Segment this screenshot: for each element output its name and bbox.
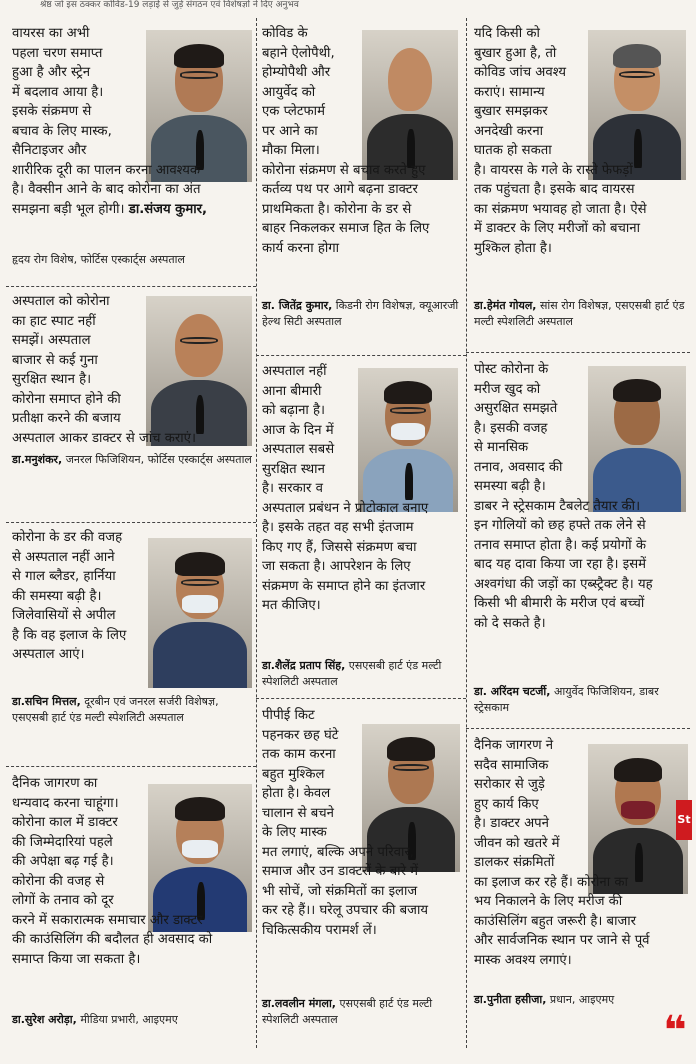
card-text: अस्पताल नहीं आना बीमारी को बढ़ाना है। आज के दिन में अस्पताल सबसे सुरक्षित स्थान है। सरकार व अस्पताल प्रबंधन ने प्रोटोकाल बनाए है। इसके तहत वह सभी इंतजाम किए गए हैं, जिससे संक्रमण बचा जा सकता है। आपरेशन के लिए संक्रमण के समाप्त होने का इंतजार मत कीजिए। — [262, 364, 429, 613]
card-arindam — [470, 358, 690, 726]
doctor-name: डा.पुनीता हसीजा, — [474, 993, 547, 1006]
doctor-role: एसएसबी हार्ट एंड मल्टी स्पेशलिटी अस्पताल — [262, 659, 442, 688]
card-sanjay — [8, 22, 254, 284]
sponsor-logo: St — [676, 800, 692, 840]
column-divider — [466, 18, 467, 1048]
doctor-name: डा.मनुशंकर, — [12, 453, 63, 466]
card-jitendra — [258, 22, 464, 352]
card-text: दैनिक जागरण ने सदैव सामाजिक सरोकार से जुड़े हुए कार्य किए है। डाक्टर अपने जीवन को खतरे में डालकर संक्रमितों का इलाज कर रहे हैं। कोरोना का भय निकालने के लिए मरीज की काउंसिलिंग बहुत जरूरी है। बाजार और सार्वजनिक स्थान पर जाने से पूर्व मास्क अवश्य लगाएं। — [474, 738, 650, 968]
quote-mark-icon: ❝ — [663, 1008, 687, 1054]
card-lovleen — [258, 704, 464, 1044]
row-divider — [6, 766, 256, 767]
card-text: कोरोना के डर की वजह से अस्पताल नहीं आने से गाल ब्लैडर, हार्निया की समस्या बढ़ी है। जिलेवासियों से अपील है कि वह इलाज के लिए अस्पताल आएं। — [12, 530, 127, 662]
doctor-name: डा.संजय कुमार, — [128, 201, 208, 217]
card-text: पीपीई किट पहनकर छह घंटे तक काम करना बहुत मुश्किल होता है। केवल चालान से बचने के लिए मास्क मत लगाएं, बल्कि अपने परिवार, समाज और उन डाक्टरों के बारे में भी सोचें, जो संक्रमितों का इलाज कर रहे हैं।। घरेलू उपचार की बजाय चिकित्सकीय परामर्श लें। — [262, 708, 429, 938]
doctor-byline — [12, 694, 252, 726]
doctor-name: डा.सचिन मित्तल, — [12, 695, 81, 708]
card-text: दैनिक जागरण का धन्यवाद करना चाहूंगा। कोरोना काल में डाक्टर की जिम्मेदारियां पहले की अपेक्षा बढ़ गई है। कोरोना की वजह से लोगों के तनाव को दूर करने में सकारात्मक समाचार और डाक्टर की काउंसिलिंग की बदौलत ही अवसाद को समाप्त किया जा सकता है। — [12, 776, 213, 967]
doctor-name: डा. जितेंद्र कुमार, — [262, 299, 333, 312]
doctor-byline — [474, 298, 688, 330]
row-divider — [466, 352, 690, 353]
card-text: यदि किसी को बुखार हुआ है, तो कोविड जांच अवश्य कराएं। सामान्य बुखार समझकर अनदेखी करना घातक हो सकता है। वायरस के गले के रास्ते फेफड़ों तक पहुंचता है। इसके बाद वायरस का संक्रमण भयावह हो जाता है। ऐसे में डाक्टर के लिए मरीजों को बचाना मुश्किल होता है। — [474, 26, 647, 256]
card-manushankar — [8, 290, 254, 520]
row-divider — [6, 286, 256, 287]
doctor-role: जनरल फिजिशियन, फोर्टिस एस्कार्ट्स अस्पताल — [65, 453, 252, 466]
card-text: कोविड के बहाने ऐलोपैथी, होम्योपैथी और आयुर्वेद को एक प्लेटफार्म पर आने का मौका मिला। कोरोना संक्रमण से बचाव करते हुए कर्तव्य पथ पर आगे बढ़ना डाक्टर प्राथमिकता है। कोरोना के डर से बाहर निकलकर समाज हित के लिए कार्य करना होगा — [262, 26, 430, 256]
card-hemant — [470, 22, 690, 350]
doctor-name: डा.हेमंत गोयल, — [474, 299, 537, 312]
card-text: वायरस का अभी पहला चरण समाप्त हुआ है और स्ट्रेन में बदलाव आया है। इसके संक्रमण से बचाव के लिए मास्क, सैनिटाइजर और शारीरिक दूरी का पालन करना आवश्यक है। वैक्सीन आने के बाद कोरोना का अंत समझना बड़ी भूल होगी। डा.संजय कुमार, — [12, 26, 208, 217]
card-suresh — [8, 772, 254, 1044]
doctor-byline — [262, 298, 462, 330]
doctor-byline — [474, 992, 654, 1008]
doctor-role: किडनी रोग विशेषज्ञ, क्यूआरजी हेल्थ सिटी अस्पताल — [262, 299, 459, 328]
doctor-name: डा. अरिंदम चटर्जी, — [474, 685, 551, 698]
doctor-role: हृदय रोग विशेष, फोर्टिस एस्कार्ट्स अस्पताल — [12, 253, 185, 266]
doctor-role: दूरबीन एवं जनरल सर्जरी विशेषज्ञ, एसएसबी हार्ट एंड मल्टी स्पेशलिटी अस्पताल — [12, 695, 219, 724]
card-text: अस्पताल को कोरोना का हाट स्पाट नहीं समझें। अस्पताल बाजार से कई गुना सुरक्षित स्थान है। कोरोना समाप्त होने की प्रतीक्षा करने की बजाय अस्पताल आकर डाक्टर से जांच कराएं। — [12, 294, 196, 446]
doctor-role: आयुर्वेद फिजिशियन, डाबर स्ट्रेसकाम — [474, 685, 659, 714]
doctor-name: डा.शैलेंद्र प्रताप सिंह, — [262, 659, 346, 672]
row-divider — [256, 698, 466, 699]
row-divider — [6, 522, 256, 523]
doctor-name: डा.लवलीन मंगला, — [262, 997, 336, 1010]
doctor-byline — [262, 658, 462, 690]
doctor-role: सांस रोग विशेषज्ञ, एसएसबी हार्ट एंड मल्टी स्पेशलिटी अस्पताल — [474, 299, 685, 328]
card-shailendra — [258, 360, 464, 696]
card-sachin — [8, 526, 254, 764]
doctor-role: एसएसबी हार्ट एंड मल्टी स्पेशलिटी अस्पताल — [262, 997, 433, 1026]
row-divider — [466, 728, 690, 729]
doctor-role: प्रधान, आइएमए — [549, 993, 615, 1006]
card-text: पोस्ट कोरोना के मरीज खुद को असुरक्षित समझते है। इसकी वजह से मानसिक तनाव, अवसाद की समस्या बढ़ी है। डाबर ने स्ट्रेसकाम टैबलेट तैयार की। इन गोलियों को छह हफ्ते तक लेने से तनाव समाप्त होता है। कई प्रयोगों के बाद यह दावा किया जा रहा है। इसमें अश्वगंधा की जड़ों का एब्स्ट्रैक्ट है। यह किसी भी बीमारी के मरीज एवं बच्चों को दे सकते है। — [474, 362, 653, 631]
top-strip: श्रेष्ठ जो इस ठक्कर कोविड-19 लड़ाई से जुड़े संगठन एवं विशेषज्ञों ने दिए अनुभव — [40, 0, 299, 10]
doctor-byline — [474, 684, 688, 716]
doctor-role: मीडिया प्रभारी, आइएमए — [80, 1013, 178, 1026]
row-divider — [256, 355, 466, 356]
doctor-name: डा.सुरेश अरोड़ा, — [12, 1013, 77, 1026]
column-divider — [256, 18, 257, 1048]
doctor-byline — [12, 1012, 252, 1028]
doctor-byline — [12, 452, 252, 468]
doctor-byline — [262, 996, 462, 1028]
card-puneeta — [470, 734, 692, 1044]
